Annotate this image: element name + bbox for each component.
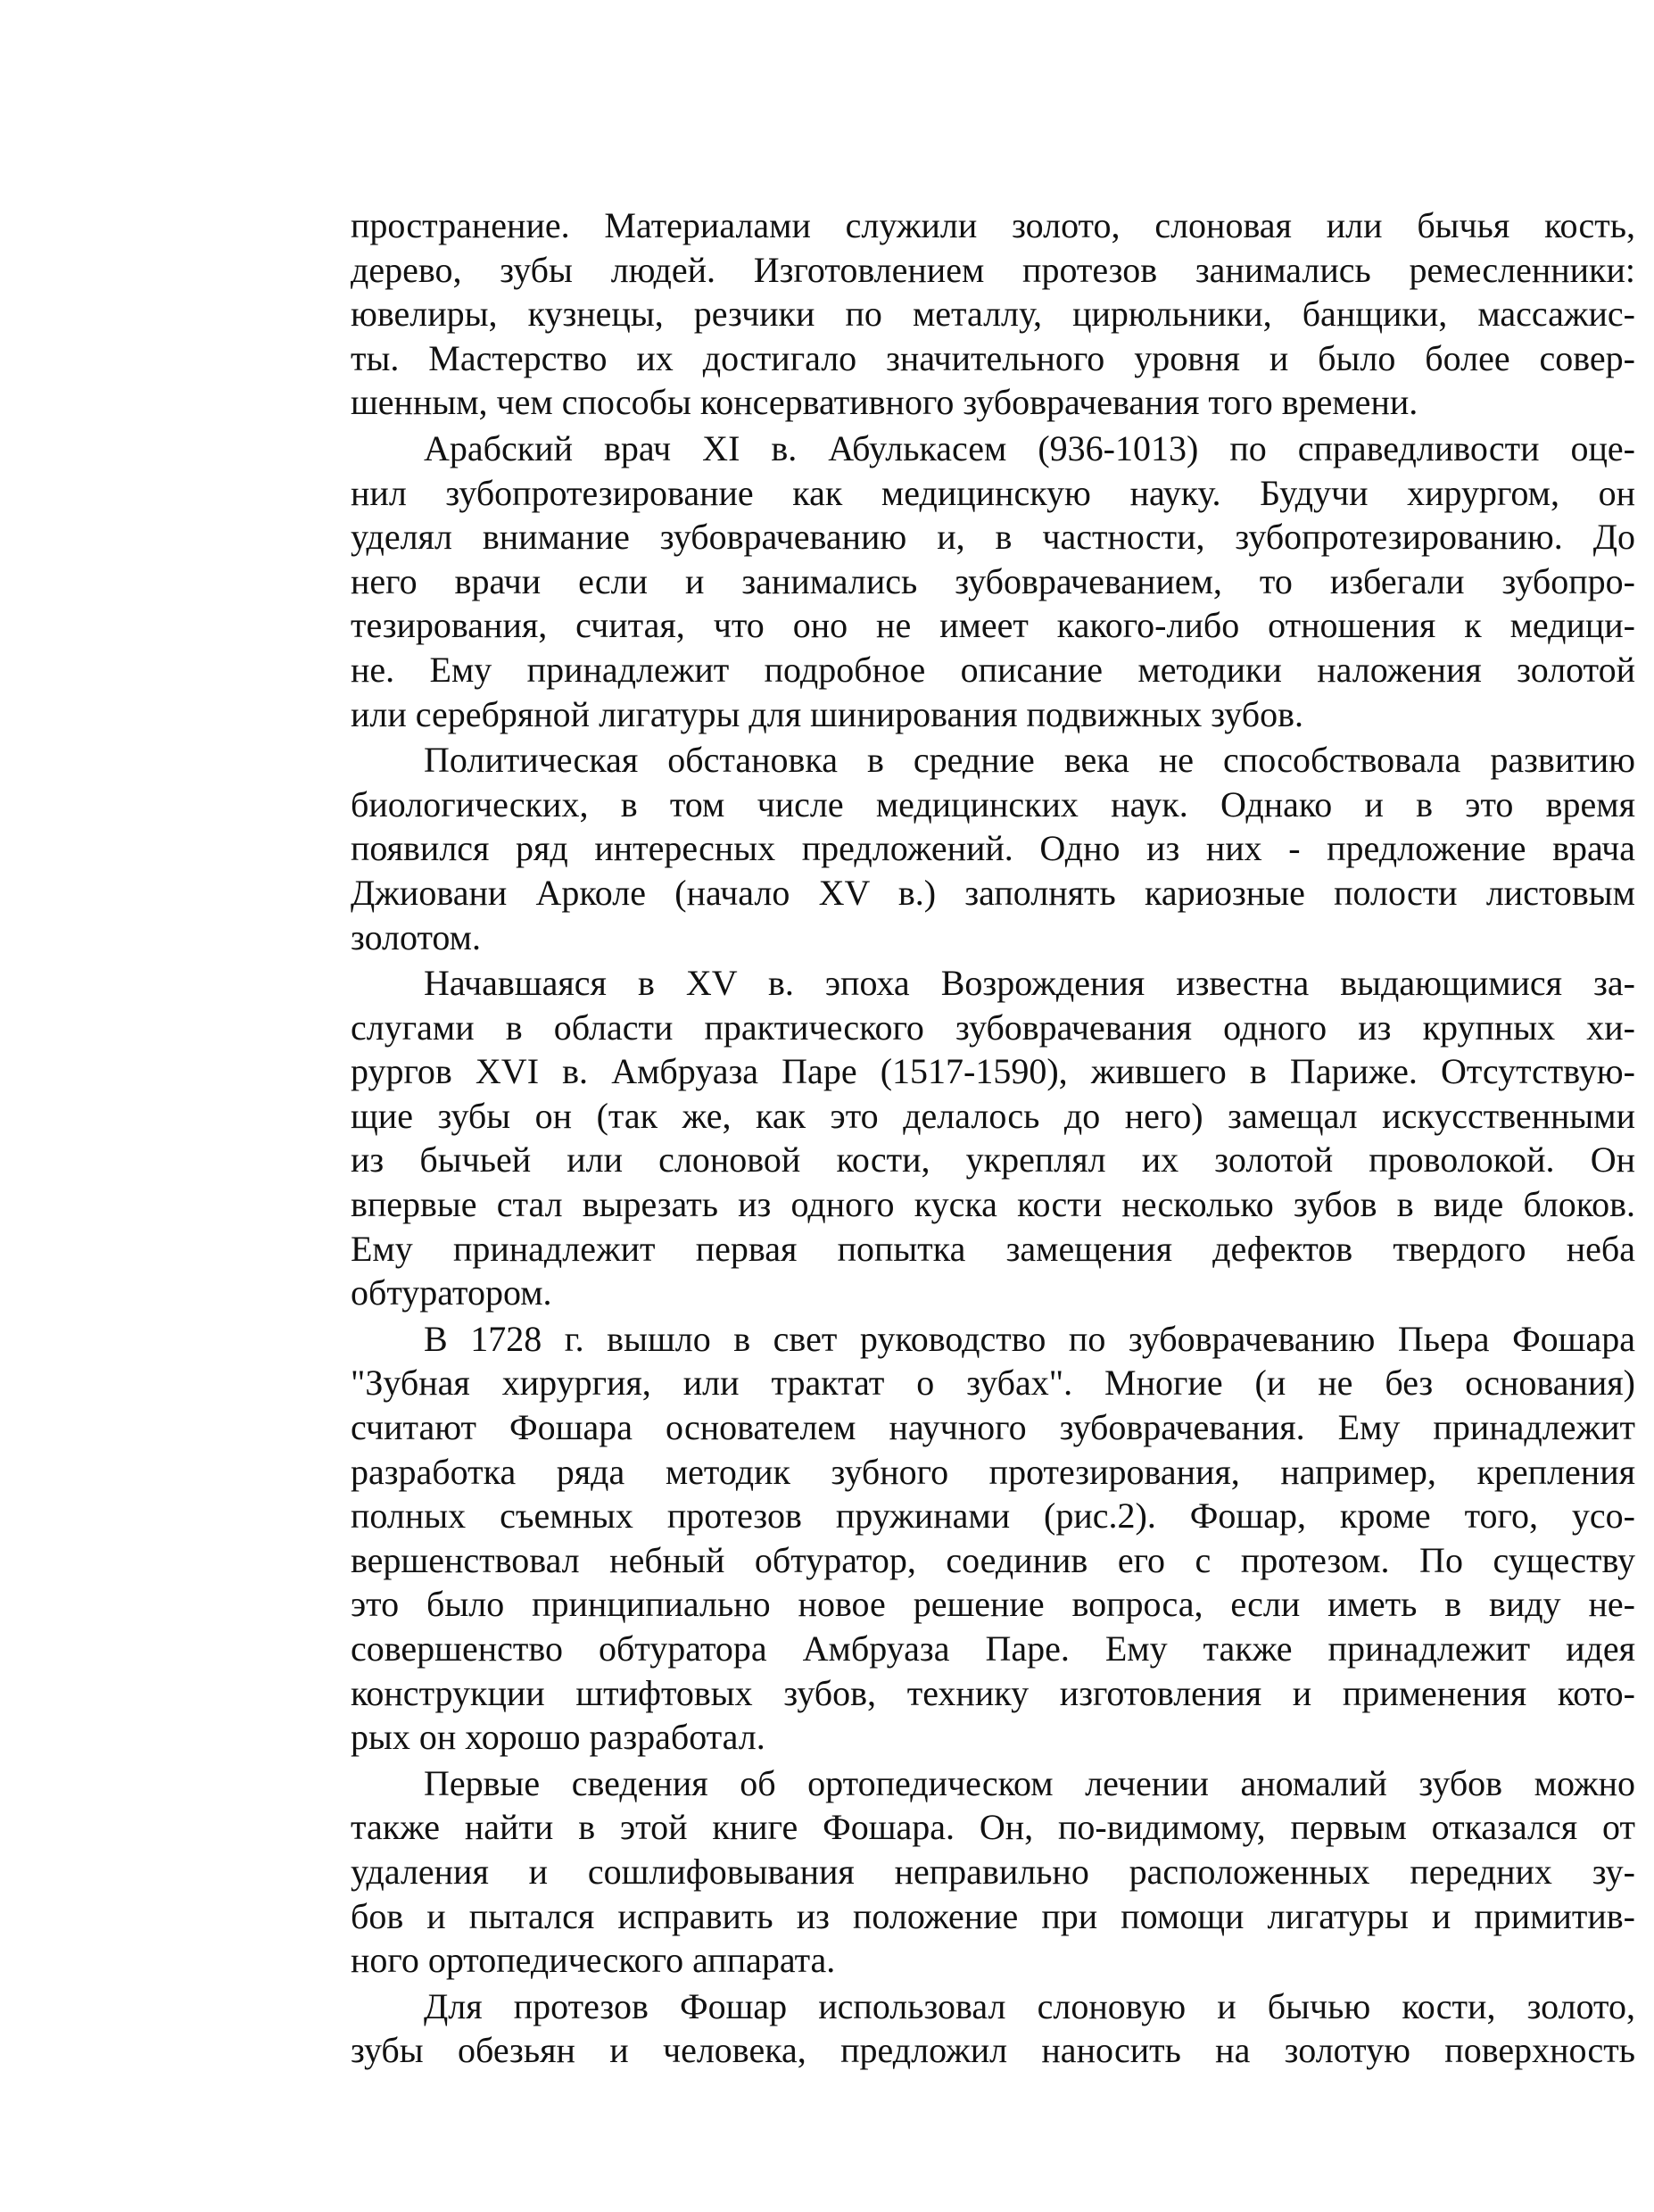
text-line: Арабский врач XI в. Абулькасем (936-1013) по справедливости оце-	[424, 427, 1635, 468]
text-line: уделял внимание зубоврачеванию и, в частности, зубопротезированию. До	[351, 517, 1635, 558]
text-line: нил зубопротезирование как медицинскую науку. Будучи хирургом, он	[351, 472, 1635, 513]
text-line: ного ортопедического аппарата.	[351, 1940, 836, 1981]
text-line: полных съемных протезов пружинами (рис.2). Фошар, кроме того, усо-	[351, 1495, 1635, 1537]
text-line: конструкции штифтовых зубов, технику изготовления и применения кото-	[351, 1672, 1635, 1713]
text-line: появился ряд интересных предложений. Одно из них - предложение врача	[351, 828, 1635, 869]
text-line: не. Ему принадлежит подробное описание методики наложения золотой	[351, 649, 1635, 690]
text-line: из бычьей или слоновой кости, укреплял их золотой проволокой. Он	[351, 1139, 1635, 1181]
text-line: Политическая обстановка в средние века не способствовала развитию	[424, 740, 1635, 781]
text-line: Первые сведения об ортопедическом лечении аномалий зубов можно	[424, 1762, 1635, 1803]
text-line: или серебряной лигатуры для шинирования подвижных зубов.	[351, 693, 1303, 734]
text-line: Начавшаяся в XV в. эпоха Возрождения известна выдающимися за-	[424, 963, 1635, 1004]
text-line: разработка ряда методик зубного протезирования, например, крепления	[351, 1451, 1635, 1492]
text-line: зубы обезьян и человека, предложил наносить на золотую поверхность	[351, 2030, 1635, 2071]
text-line: Джиовани Арколе (начало XV в.) заполнять кариозные полости листовым	[351, 872, 1635, 913]
text-line: это было принципиально новое решение вопроса, если иметь в виду не-	[351, 1584, 1635, 1625]
paragraph-3	[351, 738, 1635, 959]
text-line: него врачи если и занимались зубоврачеванием, то избегали зубопро-	[351, 560, 1635, 601]
text-line: биологических, в том числе медицинских наук. Однако и в это время	[351, 783, 1635, 824]
text-line: ты. Мастерство их достигало значительного уровня и было более совер-	[351, 337, 1635, 378]
document-page	[351, 203, 1635, 2075]
text-line: рых он хорошо разработал.	[351, 1717, 765, 1758]
paragraph-5	[351, 1317, 1635, 1760]
paragraph-2	[351, 427, 1635, 736]
text-line: дерево, зубы людей. Изготовлением протезов занимались ремесленники:	[351, 249, 1635, 290]
text-line: пространение. Материалами служили золото, слоновая или бычья кость,	[351, 205, 1635, 245]
text-line: Для протезов Фошар использовал слоновую и бычью кости, золото,	[424, 1985, 1635, 2026]
text-line: слугами в области практического зубоврачевания одного из крупных хи-	[351, 1007, 1635, 1048]
text-line: бов и пытался исправить из положение при помощи лигатуры и примитив-	[351, 1895, 1635, 1936]
text-line: золотом.	[351, 916, 481, 957]
text-line: шенным, чем способы консервативного зубоврачевания того времени.	[351, 382, 1418, 423]
paragraph-1	[351, 203, 1635, 425]
text-line: вершенствовал небный обтуратор, соединив его с протезом. По существу	[351, 1539, 1635, 1580]
text-line: также найти в этой книге Фошара. Он, по-видимому, первым отказался от	[351, 1807, 1635, 1848]
text-line: совершенство обтуратора Амбруаза Паре. Ему также принадлежит идея	[351, 1628, 1635, 1669]
text-line: "Зубная хирургия, или трактат о зубах". Многие (и не без основания)	[351, 1363, 1635, 1404]
text-line: считают Фошара основателем научного зубоврачевания. Ему принадлежит	[351, 1407, 1635, 1448]
paragraph-7	[351, 1984, 1635, 2073]
text-line: тезирования, считая, что оно не имеет какого-либо отношения к медици-	[351, 605, 1635, 646]
text-line: Ему принадлежит первая попытка замещения дефектов твердого неба	[351, 1228, 1635, 1269]
text-line: рургов XVI в. Амбруаза Паре (1517-1590), жившего в Париже. Отсутствую-	[351, 1051, 1635, 1092]
text-line: В 1728 г. вышло в свет руководство по зубоврачеванию Пьера Фошара	[424, 1318, 1635, 1359]
paragraph-4	[351, 961, 1635, 1315]
paragraph-6	[351, 1761, 1635, 1983]
text-line: ювелиры, кузнецы, резчики по металлу, цирюльники, банщики, массажис-	[351, 294, 1635, 335]
text-line: щие зубы он (так же, как это делалось до него) замещал искусственными	[351, 1095, 1635, 1136]
text-line: удаления и сошлифовывания неправильно расположенных передних зу-	[351, 1851, 1635, 1892]
text-line: обтуратором.	[351, 1272, 552, 1313]
text-line: впервые стал вырезать из одного куска кости несколько зубов в виде блоков.	[351, 1184, 1635, 1225]
